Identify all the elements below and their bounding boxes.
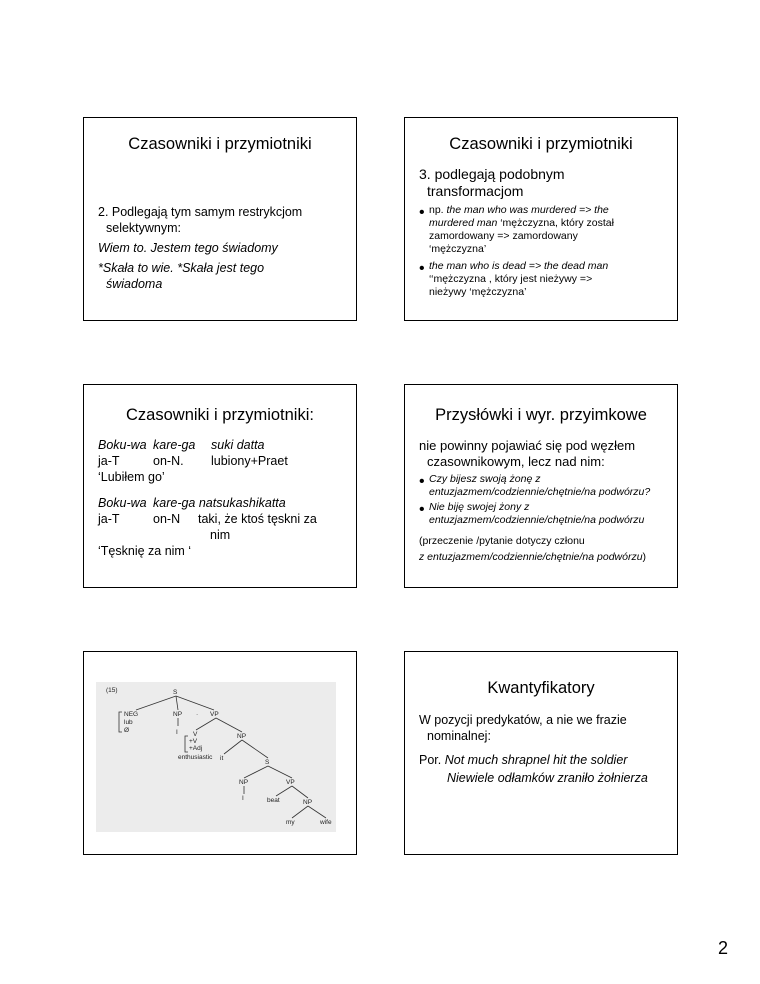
gloss-row bbox=[98, 511, 348, 527]
bullet-text: murdered man bbox=[429, 217, 498, 229]
bullet-text: entuzjazmem/codziennie/chętnie/na podwórzu? bbox=[429, 486, 651, 498]
tree-node: Ø bbox=[124, 727, 130, 734]
tree-node: NP bbox=[239, 779, 249, 786]
bullet-text: nieżywy ‘mężczyzna’ bbox=[429, 286, 527, 298]
bullet-item bbox=[419, 204, 669, 256]
text-line: nie powinny pojawiać się pod węzłem bbox=[419, 438, 636, 453]
example-line: świadoma bbox=[106, 277, 163, 291]
tree-feature: +V bbox=[189, 738, 198, 745]
tree-node: lub bbox=[124, 719, 133, 726]
gloss-row bbox=[98, 495, 348, 511]
bullet-text: ‘‘mężczyzna , który jest nieżywy => bbox=[429, 273, 593, 285]
tree-leaf: wife bbox=[320, 819, 332, 826]
text-line: 3. podlegają podobnym bbox=[419, 166, 565, 182]
slide-body bbox=[419, 438, 669, 564]
translation-line: ‘Tęsknię za nim ‘ bbox=[98, 544, 192, 558]
tree-node: VP bbox=[210, 711, 219, 718]
slide-title: Czasowniki i przymiotniki: bbox=[126, 406, 314, 424]
slide-title: Przysłówki i wyr. przyimkowe bbox=[435, 406, 647, 424]
tree-node: NP bbox=[303, 799, 313, 806]
bullet-text: • Czy bijesz swoją żonę z bbox=[429, 473, 541, 485]
slide-1 bbox=[83, 117, 357, 321]
bullet-text: zamordowany => zamordowany bbox=[429, 230, 578, 242]
tree-leaf: beat bbox=[267, 797, 280, 804]
bullet-text: entuzjazmem/codziennie/chętnie/na podwórzu bbox=[429, 514, 645, 526]
figure-label: (15) bbox=[106, 687, 118, 694]
gloss-cell: ja-T bbox=[98, 512, 120, 526]
tree-node: VP bbox=[286, 779, 295, 786]
example-line: *Skała to wie. *Skała jest tego bbox=[98, 261, 265, 275]
tree-node: S bbox=[173, 689, 178, 696]
bullet-text: • Nie biję swojej żony z bbox=[429, 501, 530, 513]
slide-body bbox=[98, 204, 348, 292]
bullet-text: ‘mężczyzna’ bbox=[429, 243, 487, 255]
text-line: 2. Podlegają tym samym restrykcjom bbox=[98, 205, 303, 219]
slide-title: Czasowniki i przymiotniki bbox=[128, 135, 312, 153]
slide-title: Czasowniki i przymiotniki bbox=[449, 135, 633, 153]
tree-leaf: I bbox=[242, 795, 244, 802]
slide-title: Kwantyfikatory bbox=[487, 679, 595, 697]
note-line: ) bbox=[642, 551, 647, 563]
slide-4 bbox=[404, 384, 678, 588]
gloss-cell: taki, że ktoś tęskni za bbox=[198, 512, 317, 526]
text-line: transformacjom bbox=[427, 183, 524, 199]
tree-node: NEG bbox=[124, 711, 139, 718]
text-line: W pozycji predykatów, a nie we frazie bbox=[419, 713, 627, 727]
bullet-text: the man who was murdered => the bbox=[446, 204, 609, 216]
text-line: Por. bbox=[419, 753, 445, 767]
tree-leaf: it bbox=[220, 755, 224, 762]
tree-leaf: enthusiastic bbox=[178, 754, 213, 761]
page-number: 2 bbox=[718, 938, 729, 958]
gloss-cell: on-N. bbox=[153, 454, 184, 468]
gloss-row bbox=[98, 453, 348, 469]
tree-node: · bbox=[196, 711, 199, 718]
gloss-row bbox=[98, 437, 348, 453]
note-line: z entuzjazmem/codziennie/chętnie/na podwórzu bbox=[419, 551, 643, 563]
syntax-tree-figure bbox=[96, 682, 336, 832]
tree-node: I bbox=[176, 729, 178, 736]
gloss-cell: suki datta bbox=[211, 438, 265, 452]
tree-node: NP bbox=[173, 711, 183, 718]
tree-feature: +Adj bbox=[189, 745, 203, 752]
gloss-cell: lubiony+Praet bbox=[211, 454, 288, 468]
bullet-text: np. bbox=[429, 204, 447, 216]
slide-2 bbox=[404, 117, 678, 321]
text-line: czasownikowym, lecz nad nim: bbox=[427, 454, 605, 469]
slide-body bbox=[98, 437, 348, 559]
bullet-text: • the man who is dead => the dead man bbox=[429, 260, 609, 272]
bullet-text: ‘mężczyzna, który został bbox=[497, 217, 614, 229]
tree-node: NP bbox=[237, 733, 247, 740]
slide-5 bbox=[83, 651, 357, 855]
tree-leaf: my bbox=[286, 819, 295, 826]
bullet-item bbox=[419, 501, 669, 527]
example-line: Niewiele odłamków zraniło żołnierza bbox=[447, 771, 648, 785]
gloss-cell: on-N bbox=[153, 512, 181, 526]
slide-body bbox=[419, 712, 669, 786]
bullet-item bbox=[419, 260, 669, 299]
gloss-cell: Boku-wa bbox=[98, 496, 147, 510]
gloss-cell: nim bbox=[210, 528, 231, 542]
gloss-cell: Boku-wa bbox=[98, 438, 147, 452]
syntax-tree-diagram bbox=[96, 682, 336, 832]
slide-3 bbox=[83, 384, 357, 588]
text-line: selektywnym: bbox=[106, 221, 182, 235]
bullet-item bbox=[419, 473, 669, 499]
gloss-cell: kare-ga natsukashikatta bbox=[153, 496, 286, 510]
text-line: nominalnej: bbox=[427, 729, 491, 743]
gloss-cell: ja-T bbox=[98, 454, 120, 468]
slide-6 bbox=[404, 651, 678, 855]
tree-node: V bbox=[193, 731, 198, 738]
tree-node: S bbox=[265, 759, 270, 766]
example-line: Not much shrapnel hit the soldier bbox=[444, 753, 628, 767]
note-line: (przeczenie /pytanie dotyczy członu bbox=[419, 535, 585, 547]
example-line: Wiem to. Jestem tego świadomy bbox=[98, 241, 278, 255]
gloss-cell: kare-ga bbox=[153, 438, 196, 452]
slide-body bbox=[419, 166, 669, 299]
translation-line: ‘Lubiłem go’ bbox=[98, 470, 165, 484]
